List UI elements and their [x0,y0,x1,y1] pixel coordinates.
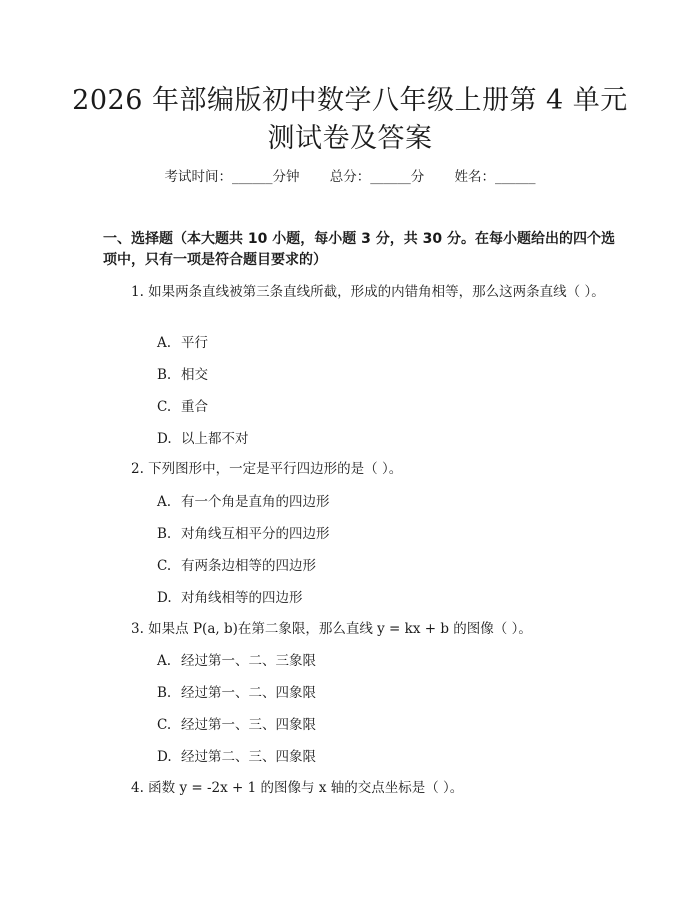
option-item [157,715,316,735]
option-letter: B. [157,526,172,542]
option-item [157,556,316,576]
option-text: 以上都不对 [181,431,249,447]
student-name: 姓名：______ [454,169,536,185]
option-letter: A. [157,653,172,669]
option-letter: D. [157,590,172,606]
section-heading: 一、选择题（本大题共 10 小题，每小题 3 分，共 30 分。在每小题给出的四个选项中，只有一项是符合题目要求的） [103,231,615,268]
option-text: 有两条边相等的四边形 [181,558,316,574]
option-letter: D. [157,431,172,447]
option-item [157,651,316,671]
option-text: 重合 [181,399,208,415]
option-item [157,333,208,353]
option-item [157,397,208,417]
option-letter: C. [157,558,172,574]
question-2: 2. 下列图形中，一定是平行四边形的是（ ）。 [131,461,403,477]
option-item [157,429,249,449]
option-item [157,524,330,544]
option-item [157,365,208,385]
option-text: 相交 [181,367,208,383]
option-text: 对角线相等的四边形 [181,590,303,606]
option-letter: C. [157,399,172,415]
question-4: 4. 函数 y = -2x + 1 的图像与 x 轴的交点坐标是（ ）。 [131,780,464,796]
option-text: 对角线互相平分的四边形 [181,526,330,542]
option-text: 经过第二、三、四象限 [181,749,316,765]
option-letter: C. [157,717,172,733]
option-text: 平行 [181,335,208,351]
title-line-1: 2026 年部编版初中数学八年级上册第 4 单元 [72,85,628,116]
option-text: 经过第一、三、四象限 [181,717,316,733]
option-item [157,683,316,703]
option-text: 经过第一、二、三象限 [181,653,316,669]
exam-time: 考试时间：______分钟 [164,169,300,185]
exam-meta [0,167,700,187]
option-letter: A. [157,494,172,510]
option-item [157,747,316,767]
option-letter: D. [157,749,172,765]
question-3: 3. 如果点 P(a, b)在第二象限，那么直线 y = kx + b 的图像（ ）。 [131,621,532,637]
option-item [157,492,330,512]
document-title [0,82,700,158]
title-line-2: 测试卷及答案 [267,123,433,154]
total-score: 总分：______分 [329,169,425,185]
question-1: 1. 如果两条直线被第三条直线所截，形成的内错角相等，那么这两条直线（ ）。 [131,284,605,300]
option-text: 经过第一、二、四象限 [181,685,316,701]
option-letter: B. [157,685,172,701]
option-item [157,588,303,608]
option-letter: A. [157,335,172,351]
option-text: 有一个角是直角的四边形 [181,494,330,510]
option-letter: B. [157,367,172,383]
